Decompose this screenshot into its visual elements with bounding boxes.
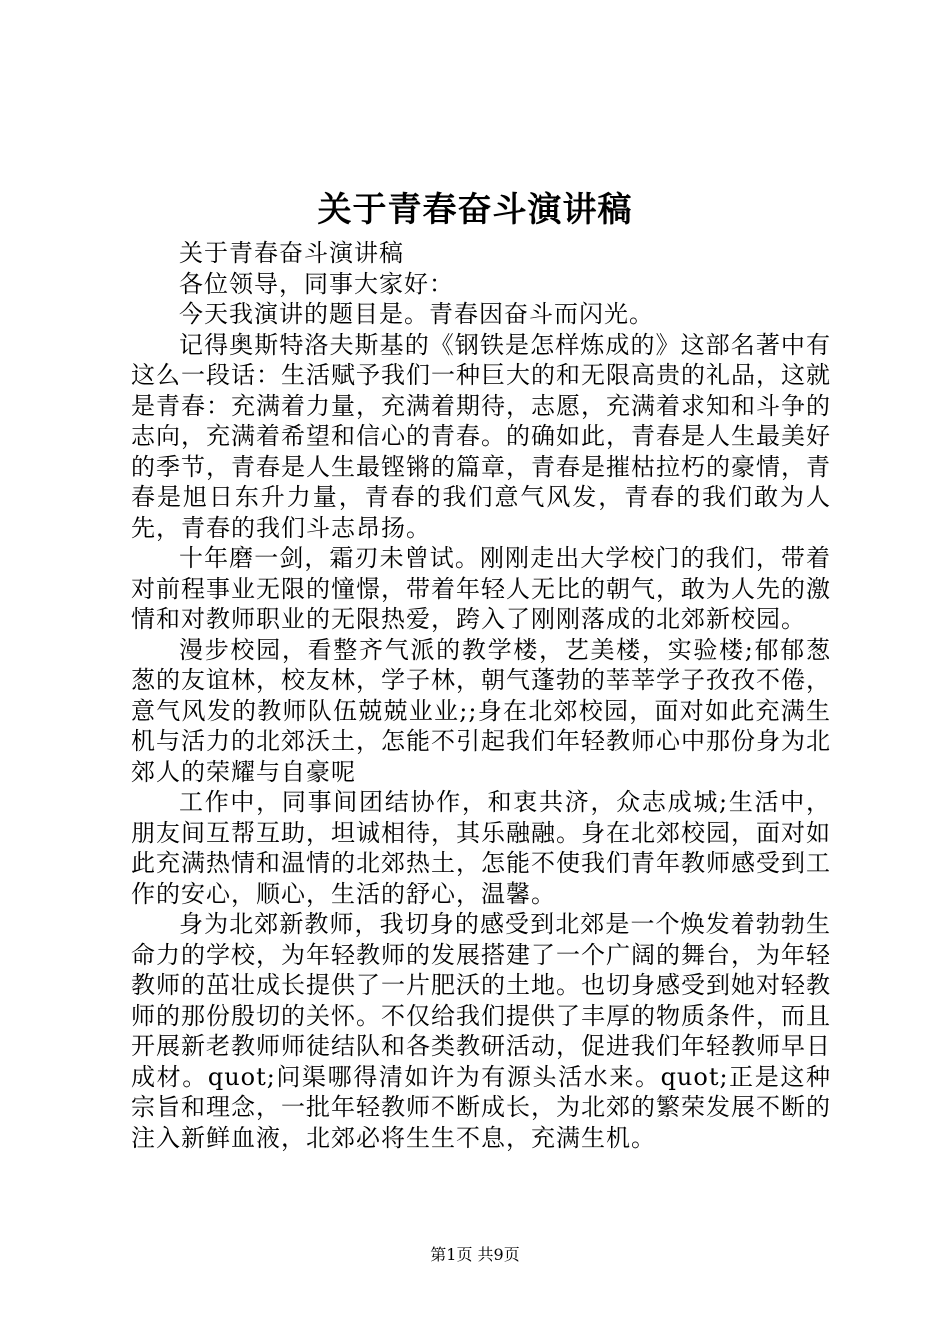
page-number-footer: 第1页 共9页 <box>430 1245 520 1264</box>
document-body <box>131 238 831 1153</box>
paragraph: 工作中，同事间团结协作，和衷共济，众志成城;生活中，朋友间互帮互助，坦诚相待，其乐融融。身在北郊校园，面对如此充满热情和温情的北郊热土，怎能不使我们青年教师感受到工作的安心，顺心，生活的舒心，温馨。 <box>131 788 831 908</box>
paragraph: 身为北郊新教师，我切身的感受到北郊是一个焕发着勃勃生命力的学校，为年轻教师的发展搭建了一个广阔的舞台，为年轻教师的茁壮成长提供了一片肥沃的土地。也切身感受到她对轻教师的那份殷切的关怀。不仅给我们提供了丰厚的物质条件，而且开展新老教师师徒结队和各类教研活动，促进我们年轻教师早日成材。quot;问渠哪得清如许为有源头活水来。quot;正是这种宗旨和理念，一批年轻教师不断成长，为北郊的繁荣发展不断的注入新鲜血液，北郊必将生生不息，充满生机。 <box>131 910 831 1152</box>
paragraph: 漫步校园，看整齐气派的教学楼，艺美楼，实验楼;郁郁葱葱的友谊林，校友林，学子林，朝气蓬勃的莘莘学子孜孜不倦，意气风发的教师队伍兢兢业业;;身在北郊校园，面对如此充满生机与活力的北郊沃土，怎能不引起我们年轻教师心中那份身为北郊人的荣耀与自豪呢 <box>131 635 831 786</box>
paragraph-greeting: 各位领导，同事大家好： <box>179 269 454 298</box>
paragraph: 十年磨一剑，霜刃未曾试。刚刚走出大学校门的我们，带着对前程事业无限的憧憬，带着年轻人无比的朝气，敢为人先的激情和对教师职业的无限热爱，跨入了刚刚落成的北郊新校园。 <box>131 544 831 633</box>
paragraph: 记得奥斯特洛夫斯基的《钢铁是怎样炼成的》这部名著中有这么一段话：生活赋予我们一种巨大的和无限高贵的礼品，这就是青春：充满着力量，充满着期待，志愿，充满着求知和斗争的志向，充满着希望和信心的青春。的确如此，青春是人生最美好的季节，青春是人生最铿锵的篇章，青春是摧枯拉朽的豪情，青春是旭日东升力量，青春的我们意气风发，青春的我们敢为人先，青春的我们斗志昂扬。 <box>131 330 831 542</box>
document-title: 关于青春奋斗演讲稿 <box>317 190 633 230</box>
paragraph-topic: 今天我演讲的题目是。青春因奋斗而闪光。 <box>179 300 654 328</box>
paragraph-heading: 关于青春奋斗演讲稿 <box>179 239 404 267</box>
